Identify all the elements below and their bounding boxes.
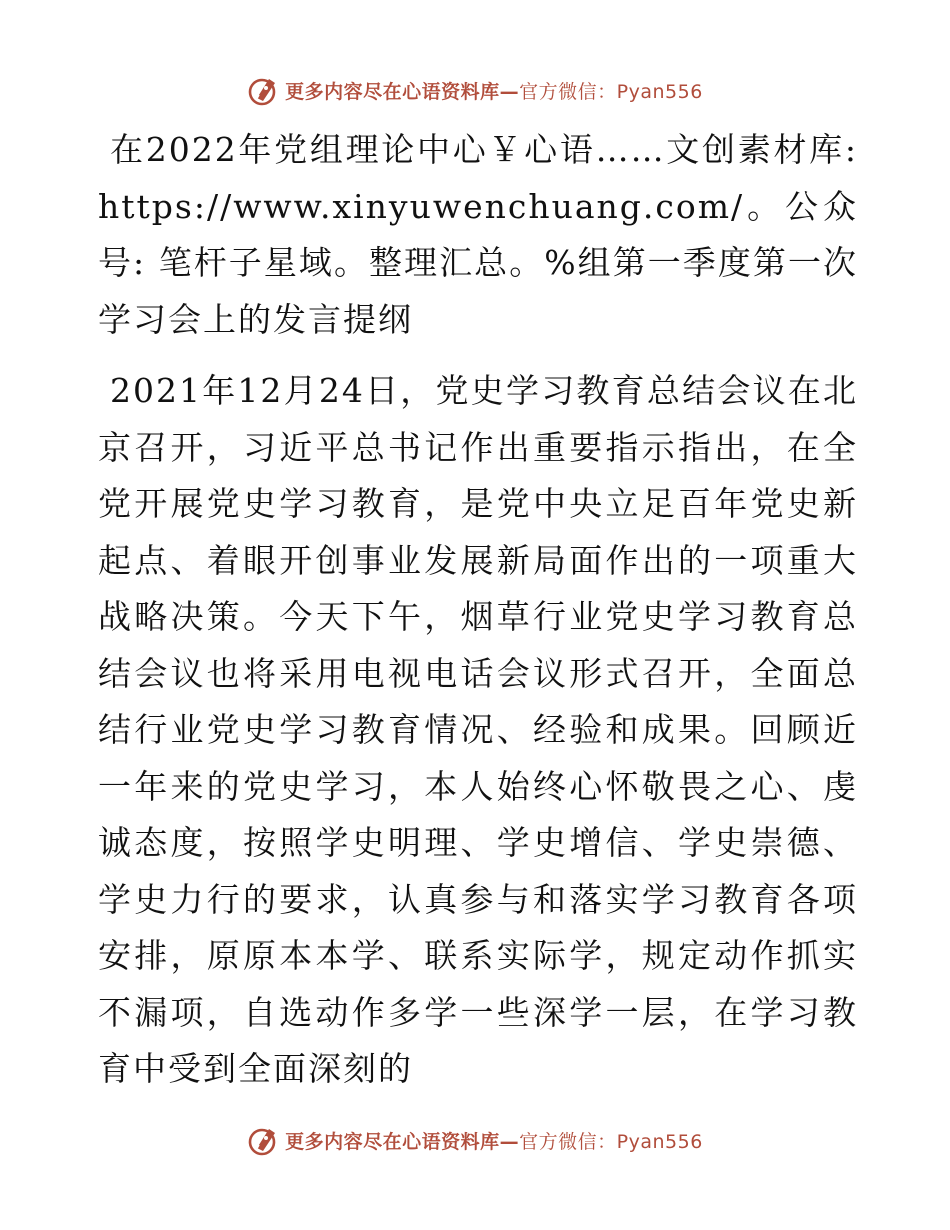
footer-banner: [0, 1120, 950, 1160]
header-banner-text: [285, 77, 703, 104]
document-paragraph: 2021年12月24日，党史学习教育总结会议在北京召开，习近平总书记作出重要指示指出，在全党开展党史学习教育，是党中央立足百年党史新起点、着眼开创事业发展新局面作出的一项重大战略决策。今天下午，烟草行业党史学习教育总结会议也将采用电视电话会议形式召开，全面总结行业党史学习教育情况、经验和成果。回顾近一年来的党史学习，本人始终心怀敬畏之心、虔诚态度，按照学史明理、学史增信、学史崇德、学史力行的要求，认真参与和落实学习教育各项安排，原原本本学、联系实际学，规定动作抓实不漏项，自选动作多学一些深学一层，在学习教育中受到全面深刻的: [98, 371, 858, 1088]
header-banner: [0, 70, 950, 110]
document-title: 在2022年党组理论中心￥心语……文创素材库: https://www.xinyuwenchuang.com/。公众号: 笔杆子星域。整理汇总。%组第一季度第一次学习会上的发言提纲: [98, 130, 858, 339]
footer-banner-text: [285, 1127, 703, 1154]
document-body: [98, 122, 858, 1098]
header-banner-contact: 官方微信：Pyan556: [519, 80, 703, 103]
pen-nib-logo-icon: [247, 73, 281, 107]
footer-banner-label: 更多内容尽在心语资料库—: [285, 1130, 520, 1153]
footer-banner-contact: 官方微信：Pyan556: [519, 1130, 703, 1153]
header-banner-label: 更多内容尽在心语资料库—: [285, 80, 520, 103]
pen-nib-logo-icon: [247, 1123, 281, 1157]
